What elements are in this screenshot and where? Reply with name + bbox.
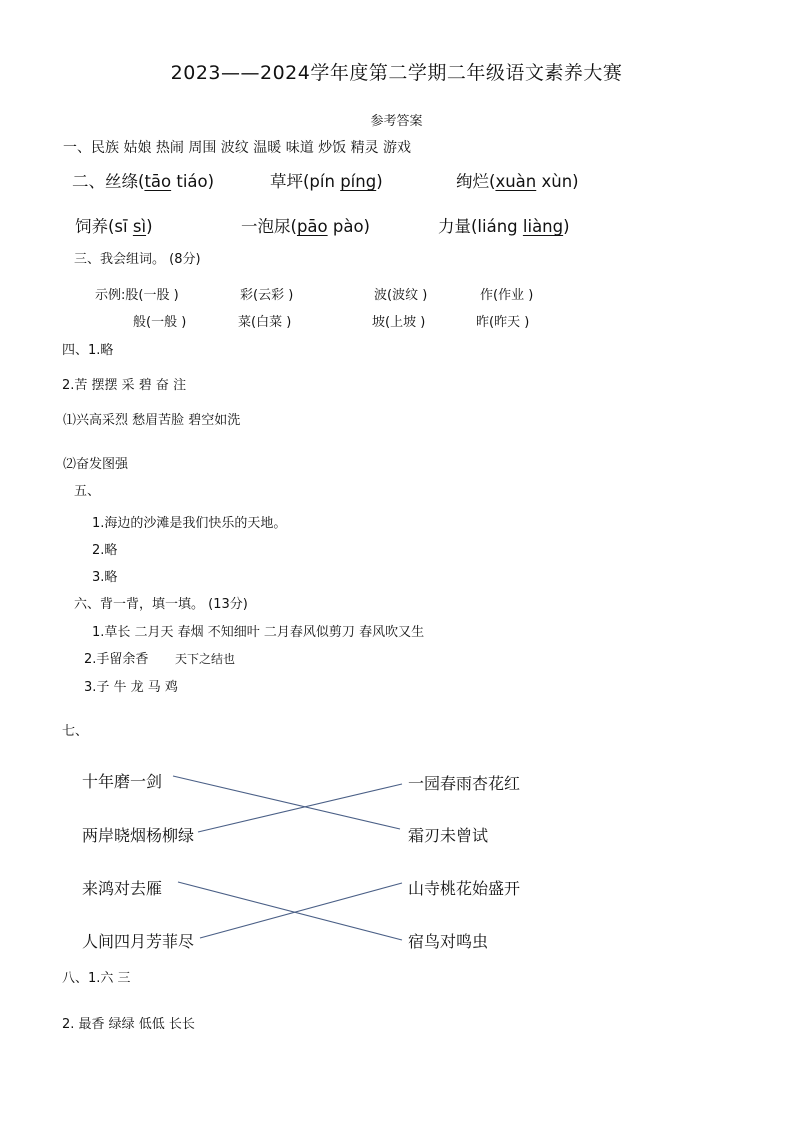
section-8-line: 2. 最香 绿绿 低低 长长: [62, 1017, 195, 1032]
section-6-line: 天下之结也: [175, 652, 236, 666]
match-line: [200, 883, 402, 938]
word-pair: 坡(上坡 ): [372, 315, 426, 330]
section-4-line: 2.苦 摆摆 采 碧 奋 注: [62, 378, 187, 393]
word-pair: 波(波纹 ): [374, 288, 428, 303]
pinyin-item-4: 饲养(sī sì): [75, 217, 153, 236]
poem-right-item: 山寺桃花始盛开: [408, 879, 521, 898]
page-title: 2023——2024学年度第二学期二年级语文素养大赛: [170, 62, 623, 84]
word-pair: 彩(云彩 ): [240, 288, 294, 303]
poem-right-item: 宿鸟对鸣虫: [408, 932, 489, 951]
section-4-line: 四、1.略: [62, 343, 114, 358]
section-3-heading: 三、我会组词。 (8分): [74, 252, 201, 267]
section-6-heading: 六、背一背，填一填。 (13分): [74, 597, 248, 612]
pinyin-item-6: 力量(liáng liàng): [438, 217, 570, 236]
pinyin-item-2: 草坪(pín píng): [270, 172, 383, 191]
section-6-line: 3.子 牛 龙 马 鸡: [84, 680, 178, 695]
poem-left-item: 两岸晓烟杨柳绿: [82, 826, 195, 845]
answer-key-heading: 参考答案: [370, 114, 423, 129]
section-5-heading: 五、: [74, 484, 101, 499]
poem-right-item: 霜刃未曾试: [408, 826, 489, 845]
word-pair: 般(一般 ): [133, 315, 187, 330]
pinyin-item-1: 二、丝绦(tāo tiáo): [72, 172, 215, 191]
section-5-line: 3.略: [92, 570, 118, 585]
section-8-line: 八、1.六 三: [62, 971, 131, 986]
word-pair: 菜(白菜 ): [238, 315, 292, 330]
section-4-line: ⑴兴高采烈 愁眉苦脸 碧空如洗: [63, 413, 241, 428]
word-pair: 昨(昨天 ): [476, 315, 530, 330]
pinyin-item-3: 绚烂(xuàn xùn): [456, 172, 579, 191]
word-pair: 作(作业 ): [480, 288, 534, 303]
poem-left-item: 来鸿对去雁: [82, 879, 163, 898]
section-5-line: 2.略: [92, 543, 118, 558]
section-5-line: 1.海边的沙滩是我们快乐的天地。: [92, 516, 287, 531]
poem-right-item: 一园春雨杏花红: [408, 774, 521, 793]
match-line: [178, 882, 402, 940]
section-6-line: 2.手留余香: [84, 652, 149, 667]
match-line: [198, 784, 402, 832]
section-6-line: 1.草长 二月天 春烟 不知细叶 二月春风似剪刀 春风吹又生: [92, 625, 425, 640]
section-4-line: ⑵奋发图强: [63, 457, 129, 472]
poem-left-item: 十年磨一剑: [82, 772, 163, 791]
match-line: [173, 776, 400, 829]
section-7-heading: 七、: [62, 724, 89, 739]
poem-left-item: 人间四月芳菲尽: [82, 932, 195, 951]
pinyin-item-5: 一泡尿(pāo pào): [241, 217, 370, 236]
word-pair: 示例:股(一股 ): [95, 288, 179, 303]
section-1-answers: 一、民族 姑娘 热闹 周围 波纹 温暖 味道 炒饭 精灵 游戏: [63, 140, 412, 156]
